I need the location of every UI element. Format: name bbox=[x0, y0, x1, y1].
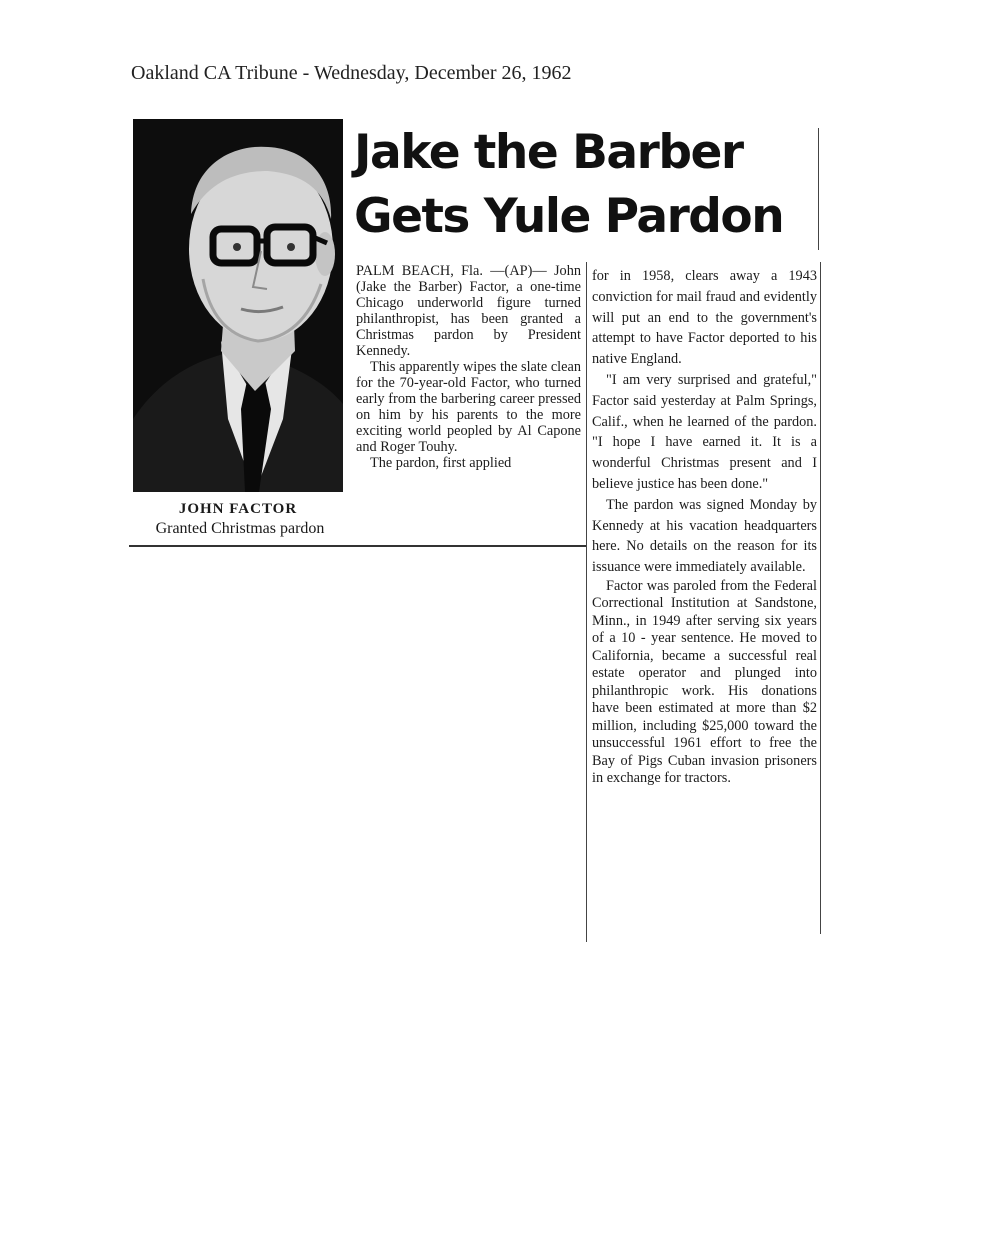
column-rule bbox=[129, 545, 586, 547]
headline-line-2: Gets Yule Pardon bbox=[354, 189, 784, 244]
portrait-photo bbox=[133, 119, 343, 492]
photo-caption: Granted Christmas pardon bbox=[155, 520, 325, 537]
paragraph: PALM BEACH, Fla. —(AP)— John (Jake the Barber) Factor, a one-time Chicago underworld figure turned philanthropist, has been granted a Christmas pardon by President Kennedy. bbox=[356, 263, 581, 359]
paragraph: for in 1958, clears away a 1943 conviction for mail fraud and evidently will put an end to the government's attempt to have Factor deported to his native England. bbox=[592, 268, 817, 368]
photo-caption-name: JOHN FACTOR bbox=[178, 501, 298, 517]
paragraph: "I am very surprised and grateful," Factor said yesterday at Palm Springs, Calif., when he learned of the pardon. "I hope I have earned it. It is a wonderful Christmas present and I believe justice has been done." bbox=[592, 371, 817, 492]
article-column-2 bbox=[592, 266, 817, 788]
headline-line-1: Jake the Barber bbox=[354, 125, 743, 180]
column-divider bbox=[818, 128, 819, 250]
portrait-image bbox=[133, 119, 343, 492]
paragraph: The pardon was signed Monday by Kennedy at his vacation headquarters here. No details on the reason for its issuance were immediately available. bbox=[592, 496, 817, 576]
column-divider bbox=[586, 262, 587, 942]
paragraph: This apparently wipes the slate clean for the 70-year-old Factor, who turned early from the barbering career pressed on him by his parents to the more exciting world peopled by Al Capone and Roger Touhy. bbox=[356, 359, 581, 455]
article-column-1 bbox=[356, 263, 581, 471]
headline bbox=[354, 121, 834, 249]
source-line: Oakland CA Tribune - Wednesday, December 26, 1962 bbox=[131, 62, 572, 84]
paragraph: Factor was paroled from the Federal Correctional Institution at Sandstone, Minn., in 1949 after serving six years of a 10 - year sentence. He moved to California, became a successful real estate operator and plunged into philanthropic work. His donations have been estimated at more than $2 million, including $25,000 toward the unsuccessful 1961 effort to free the Bay of Pigs Cuban invasion prisoners in exchange for tractors. bbox=[592, 577, 817, 787]
paragraph: The pardon, first applied bbox=[370, 455, 512, 471]
column-divider bbox=[820, 262, 821, 934]
